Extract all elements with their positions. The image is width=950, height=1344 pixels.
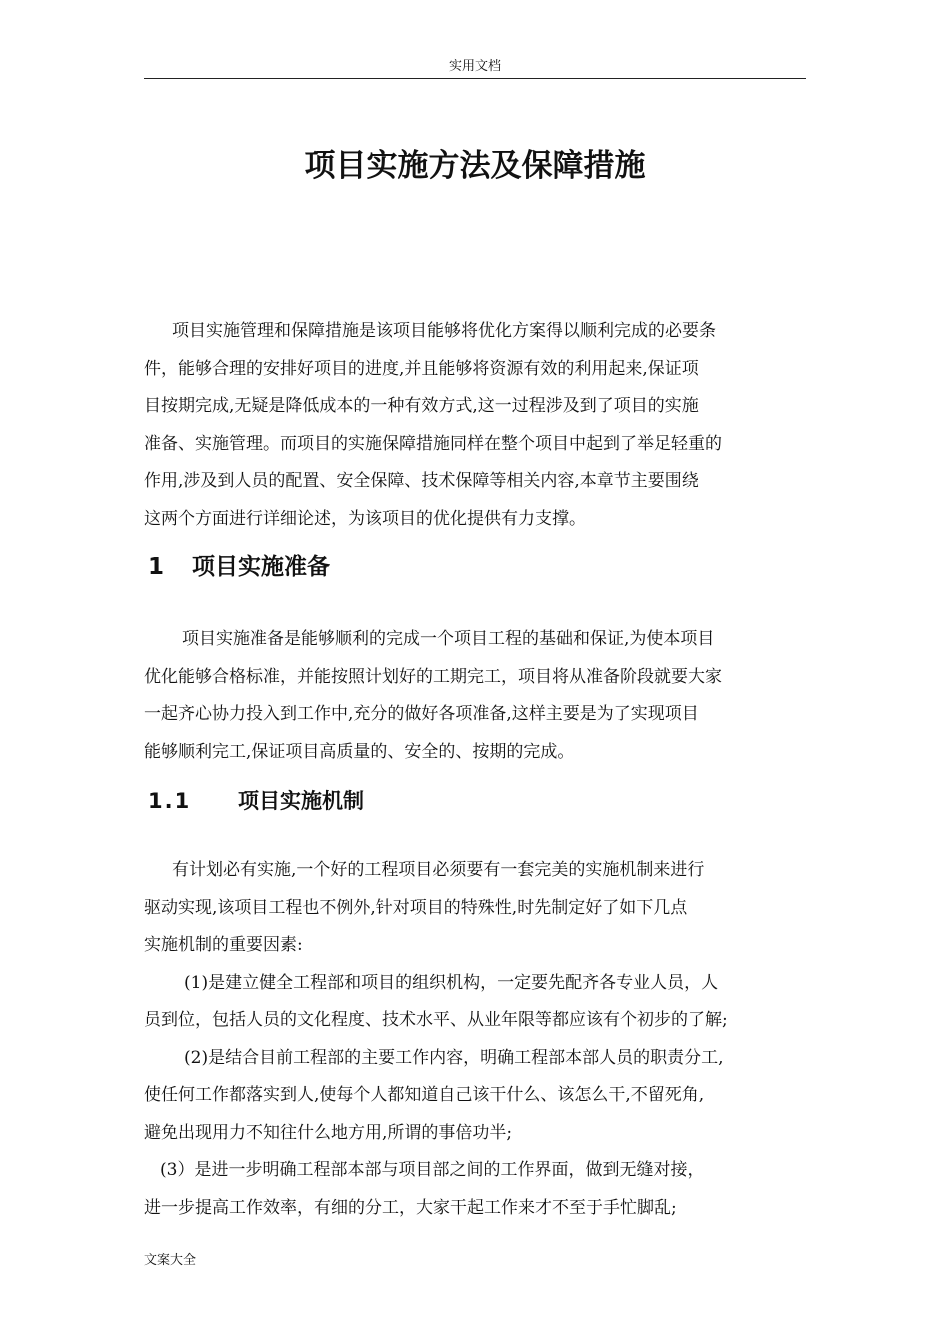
section-number: 1 bbox=[148, 554, 165, 580]
text-line: 作用,涉及到人员的配置、安全保障、技术保障等相关内容,本章节主要围绕 bbox=[144, 471, 699, 491]
section-number: 1.1 bbox=[148, 789, 192, 813]
section-title: 项目实施准备 bbox=[192, 554, 330, 580]
list-item-2-line: (2)是结合目前工程部的主要工作内容，明确工程部本部人员的职责分工, bbox=[184, 1047, 724, 1068]
page-header bbox=[144, 58, 806, 79]
section-1-1-paragraph bbox=[144, 852, 806, 1227]
text-line: 项目实施准备是能够顺利的完成一个项目工程的基础和保证,为使本项目 bbox=[182, 629, 715, 649]
list-item-3-line: (3）是进一步明确工程部本部与项目部之间的工作界面，做到无缝对接， bbox=[160, 1160, 705, 1180]
text-line: 件，能够合理的安排好项目的进度,并且能够将资源有效的利用起来,保证项 bbox=[144, 358, 699, 379]
text-line: 准备、实施管理。而项目的实施保障措施同样在整个项目中起到了举足轻重的 bbox=[144, 433, 722, 454]
list-item-1-line: (1)是建立健全工程部和项目的组织机构，一定要先配齐各专业人员，人 bbox=[184, 972, 719, 993]
text-line: 这两个方面进行详细论述，为该项目的优化提供有力支撑。 bbox=[144, 508, 586, 529]
list-item-2-line: 使任何工作都落实到人,使每个人都知道自己该干什么、该怎么干,不留死角, bbox=[144, 1085, 705, 1105]
list-item-3-line: 进一步提高工作效率，有细的分工，大家干起工作来才不至于手忙脚乱; bbox=[144, 1197, 677, 1218]
page-footer-text: 文案大全 bbox=[144, 1253, 197, 1268]
text-line: 一起齐心协力投入到工作中,充分的做好各项准备,这样主要是为了实现项目 bbox=[144, 704, 699, 724]
section-heading-1 bbox=[148, 550, 330, 584]
text-line: 有计划必有实施,一个好的工程项目必须要有一套完美的实施机制来进行 bbox=[172, 860, 705, 880]
section-heading-1-1 bbox=[148, 785, 364, 817]
text-line: 项目实施管理和保障措施是该项目能够将优化方案得以顺利完成的必要条 bbox=[172, 321, 716, 341]
text-line: 驱动实现,该项目工程也不例外,针对项目的特殊性,时先制定好了如下几点 bbox=[144, 897, 688, 918]
text-line: 实施机制的重要因素: bbox=[144, 935, 303, 955]
document-title: 项目实施方法及保障措施 bbox=[304, 148, 646, 184]
text-line: 目按期完成,无疑是降低成本的一种有效方式,这一过程涉及到了项目的实施 bbox=[144, 396, 699, 416]
section-title: 项目实施机制 bbox=[238, 789, 364, 813]
section-1-paragraph bbox=[144, 621, 806, 771]
text-line: 优化能够合格标准，并能按照计划好的工期完工，项目将从准备阶段就要大家 bbox=[144, 666, 722, 687]
page-footer bbox=[144, 1252, 196, 1270]
text-line: 能够顺利完工,保证项目高质量的、安全的、按期的完成。 bbox=[144, 741, 575, 762]
list-item-2-line: 避免出现用力不知往什么地方用,所谓的事倍功半; bbox=[144, 1122, 513, 1143]
page-header-text: 实用文档 bbox=[448, 59, 501, 74]
list-item-1-line: 员到位，包括人员的文化程度、技术水平、从业年限等都应该有个初步的了解; bbox=[144, 1010, 728, 1030]
intro-paragraph bbox=[144, 313, 806, 538]
